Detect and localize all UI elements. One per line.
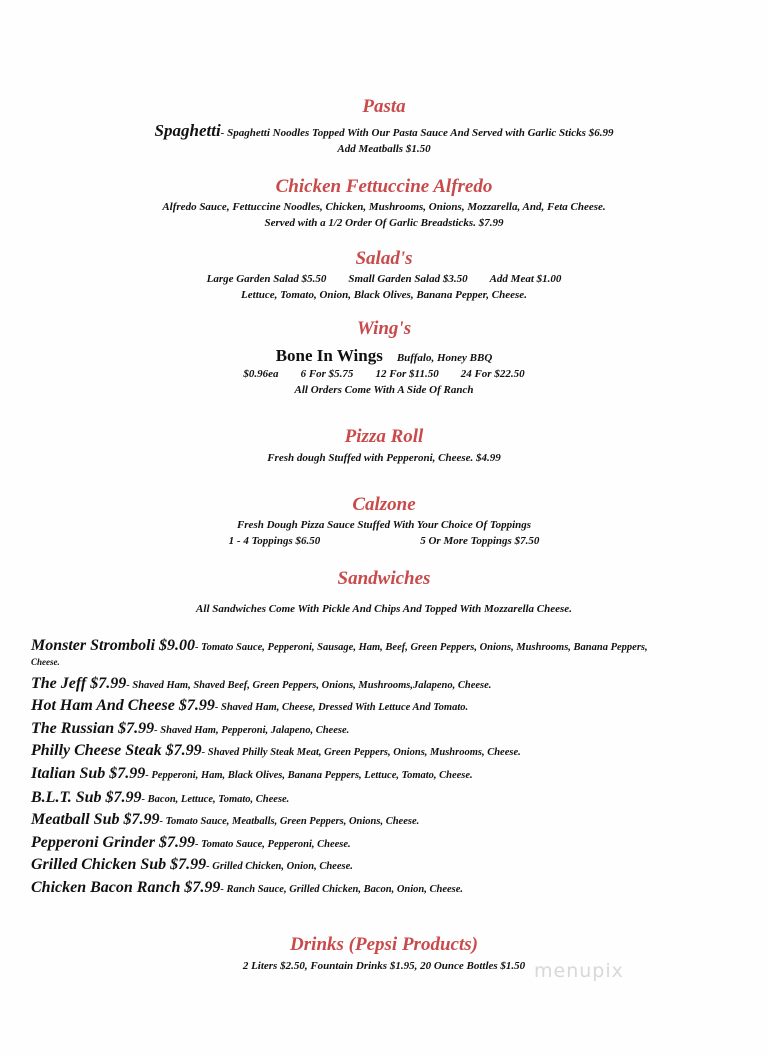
- calzone-small-price: 1 - 4 Toppings $6.50: [228, 535, 321, 547]
- sandwich-item: [31, 765, 473, 783]
- sandwich-item: [31, 720, 349, 738]
- calzone-heading: Calzone: [352, 494, 416, 515]
- pizza-roll-desc: Fresh dough Stuffed with Pepperoni, Cheese. $4.99: [267, 452, 501, 464]
- calzone-desc: Fresh Dough Pizza Sauce Stuffed With Your Choice Of Toppings: [236, 519, 532, 531]
- sandwiches-note: All Sandwiches Come With Pickle And Chips And Topped With Mozzarella Cheese.: [196, 603, 572, 615]
- salads-toppings: Lettuce, Tomato, Onion, Black Olives, Banana Pepper, Cheese.: [241, 289, 527, 301]
- sandwich-desc: - Grilled Chicken, Onion, Cheese.: [206, 861, 353, 872]
- sandwich-name: Philly Cheese Steak $7.99: [31, 742, 202, 759]
- sandwich-desc: - Bacon, Lettuce, Tomato, Cheese.: [141, 794, 290, 805]
- wings-price-each: $0.96ea: [243, 368, 279, 380]
- sandwich-name: Meatball Sub $7.99: [31, 811, 160, 828]
- stromboli-desc-wrap: Cheese.: [31, 657, 60, 667]
- sandwich-desc: - Pepperoni, Ham, Black Olives, Banana Peppers, Lettuce, Tomato, Cheese.: [145, 770, 473, 781]
- alfredo-desc-line2: Served with a 1/2 Order Of Garlic Breadsticks. $7.99: [264, 217, 504, 229]
- sandwich-desc: - Shaved Philly Steak Meat, Green Peppers, Onions, Mushrooms, Cheese.: [201, 747, 521, 758]
- spaghetti-line: [0, 121, 768, 141]
- sandwich-desc: - Tomato Sauce, Meatballs, Green Peppers, Onions, Cheese.: [159, 816, 420, 827]
- salads-prices: [0, 273, 768, 285]
- sandwich-name: Grilled Chicken Sub $7.99: [31, 856, 207, 873]
- menupix-watermark: menupix: [534, 960, 624, 982]
- small-salad-price: Small Garden Salad $3.50: [348, 273, 468, 285]
- drinks-prices: 2 Liters $2.50, Fountain Drinks $1.95, 20 Ounce Bottles $1.50: [242, 960, 526, 972]
- sandwich-item: [31, 879, 463, 897]
- sandwich-item: [31, 789, 289, 807]
- drinks-heading: Drinks (Pepsi Products): [290, 934, 478, 955]
- sandwich-item: [31, 811, 419, 829]
- spaghetti-desc: - Spaghetti Noodles Topped With Our Pasta Sauce And Served with Garlic Sticks $6.99: [220, 127, 614, 139]
- wings-price-24: 24 For $22.50: [460, 368, 525, 380]
- sandwiches-heading: Sandwiches: [337, 568, 431, 589]
- wings-flavors: Buffalo, Honey BBQ: [396, 352, 493, 364]
- wings-prices: [0, 368, 768, 380]
- wings-heading: Wing's: [356, 318, 412, 339]
- sandwich-desc: - Shaved Ham, Cheese, Dressed With Lettuce And Tomato.: [214, 702, 469, 713]
- sandwich-item: [31, 697, 468, 715]
- sandwich-name: B.L.T. Sub $7.99: [31, 789, 142, 806]
- sandwich-desc: - Tomato Sauce, Pepperoni, Cheese.: [195, 839, 351, 850]
- pasta-heading: Pasta: [362, 96, 406, 117]
- wings-line: [0, 346, 768, 366]
- sandwich-desc: - Ranch Sauce, Grilled Chicken, Bacon, Onion, Cheese.: [220, 884, 464, 895]
- sandwich-name: Pepperoni Grinder $7.99: [31, 834, 195, 851]
- sandwich-desc: - Shaved Ham, Shaved Beef, Green Peppers, Onions, Mushrooms,Jalapeno, Cheese.: [126, 680, 492, 691]
- sandwich-name: Italian Sub $7.99: [31, 765, 146, 782]
- sandwich-name: Monster Stromboli $9.00: [31, 637, 196, 654]
- sandwich-item: [31, 675, 491, 693]
- sandwich-name: The Jeff $7.99: [31, 675, 127, 692]
- salads-heading: Salad's: [355, 248, 413, 269]
- wings-price-12: 12 For $11.50: [375, 368, 439, 380]
- wings-ranch-note: All Orders Come With A Side Of Ranch: [294, 384, 474, 396]
- sandwich-name: Chicken Bacon Ranch $7.99: [31, 879, 221, 896]
- sandwich-desc: - Tomato Sauce, Pepperoni, Sausage, Ham, Beef, Green Peppers, Onions, Mushrooms, Banana Peppers,: [195, 642, 648, 653]
- sandwich-item: [31, 742, 521, 760]
- sandwich-name: Hot Ham And Cheese $7.99: [31, 697, 215, 714]
- sandwich-item: [31, 834, 351, 852]
- alfredo-desc-line1: Alfredo Sauce, Fettuccine Noodles, Chicken, Mushrooms, Onions, Mozzarella, And, Feta Cheese.: [162, 201, 606, 213]
- sandwich-item: [31, 856, 353, 874]
- sandwich-desc: - Shaved Ham, Pepperoni, Jalapeno, Cheese.: [154, 725, 350, 736]
- calzone-large-price: 5 Or More Toppings $7.50: [420, 535, 540, 547]
- wings-price-6: 6 For $5.75: [300, 368, 354, 380]
- add-meat-price: Add Meat $1.00: [489, 273, 562, 285]
- alfredo-heading: Chicken Fettuccine Alfredo: [275, 176, 493, 197]
- wings-name: Bone In Wings: [275, 346, 383, 365]
- spaghetti-name: Spaghetti: [154, 121, 221, 140]
- sandwich-monster-stromboli: [31, 637, 648, 655]
- spaghetti-addon: Add Meatballs $1.50: [337, 143, 431, 155]
- calzone-prices: [0, 535, 768, 547]
- large-salad-price: Large Garden Salad $5.50: [206, 273, 327, 285]
- sandwich-name: The Russian $7.99: [31, 720, 155, 737]
- pizza-roll-heading: Pizza Roll: [344, 426, 424, 447]
